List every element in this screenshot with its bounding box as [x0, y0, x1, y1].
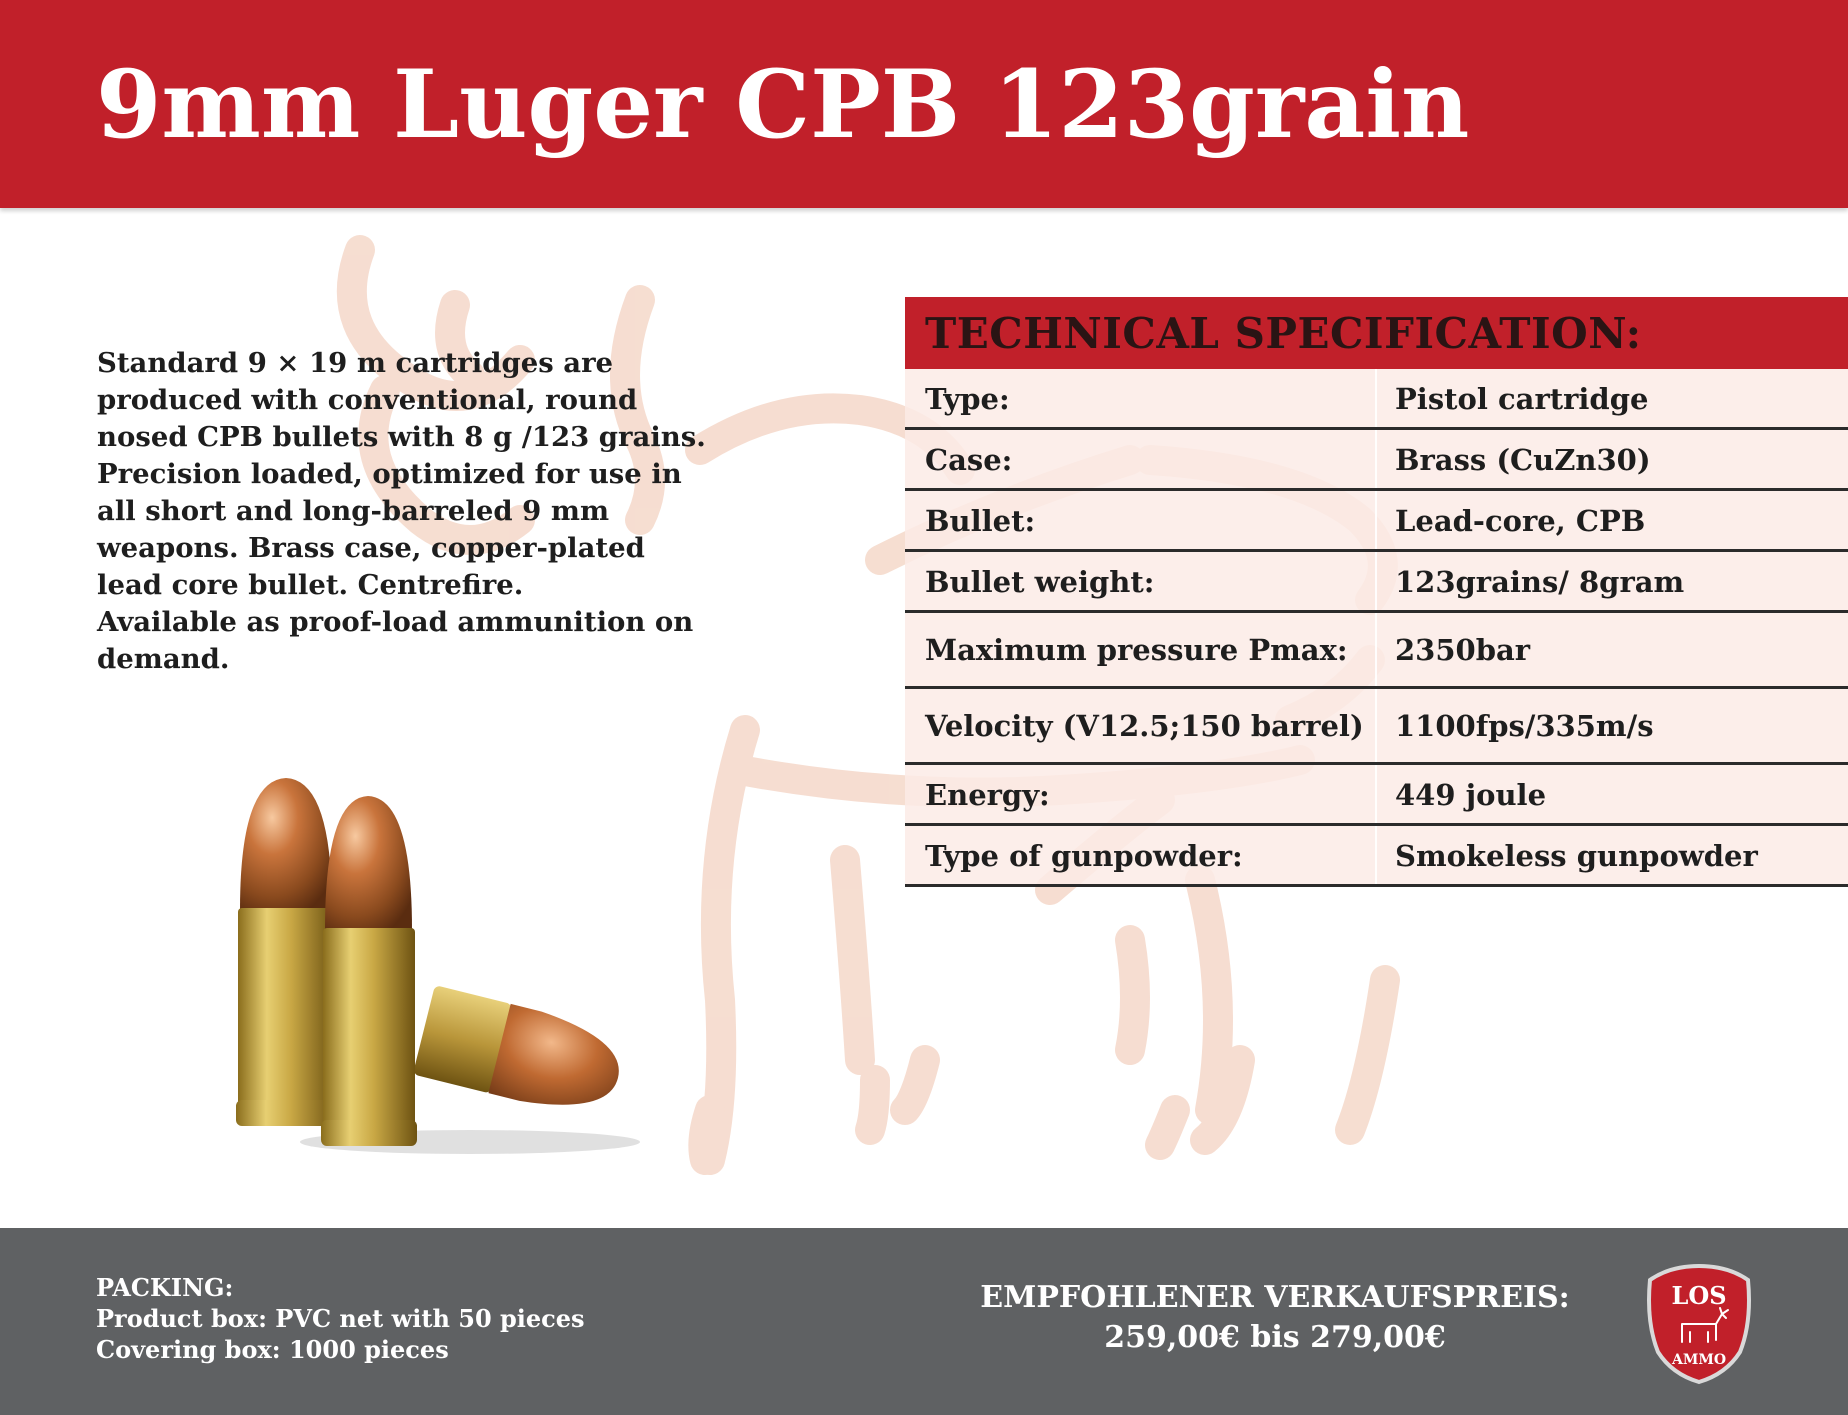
spec-value: Lead-core, CPB [1395, 504, 1646, 538]
price-value: 259,00€ bis 279,00€ [1104, 1320, 1446, 1355]
spec-value: 449 joule [1395, 778, 1547, 812]
spec-row-max-pressure [905, 613, 1848, 689]
cartridge-image [220, 760, 640, 1160]
spec-row-case [905, 430, 1848, 491]
price-info [930, 1278, 1620, 1358]
description-paragraph: Standard 9 × 19 m cartridges are produced with conventional, round nosed CPB bullets with 8 g /123 grains. [97, 347, 706, 453]
spec-row-energy [905, 765, 1848, 826]
packing-line: Product box: PVC net with 50 pieces [96, 1304, 585, 1333]
spec-value: Brass (CuZn30) [1395, 443, 1651, 477]
packing-heading: PACKING: [96, 1273, 234, 1302]
price-label: EMPFOHLENER VERKAUFSPREIS: [980, 1280, 1570, 1315]
logo-top-text: LOS [1671, 1281, 1727, 1310]
spec-value: 1100fps/335m/s [1395, 709, 1654, 743]
spec-value: Pistol cartridge [1395, 382, 1649, 416]
spec-row-bullet [905, 491, 1848, 552]
spec-value: Smokeless gunpowder [1395, 839, 1758, 873]
spec-row-type [905, 369, 1848, 430]
spec-label: Maximum pressure Pmax: [925, 633, 1348, 667]
logo-bottom-text: AMMO [1671, 1352, 1727, 1368]
spec-row-gunpowder [905, 826, 1848, 887]
spec-heading-bar [905, 297, 1848, 369]
los-ammo-logo-icon [1640, 1262, 1758, 1386]
spec-heading: TECHNICAL SPECIFICATION: [925, 309, 1642, 358]
page-title: 9mm Luger CPB 123grain [96, 50, 1470, 160]
packing-line: Covering box: 1000 pieces [96, 1335, 449, 1364]
spec-label: Type of gunpowder: [925, 839, 1243, 873]
packing-info [96, 1272, 585, 1365]
spec-value: 2350bar [1395, 633, 1531, 667]
footer-divider [155, 1226, 629, 1228]
spec-label: Case: [925, 443, 1013, 477]
spec-label: Velocity (V12.5;150 barrel) [925, 709, 1364, 743]
description-paragraph: Precision loaded, optimized for use in all short and long-barreled 9 mm weapons. Brass case, copper-plated lead core bullet. Centrefire. [97, 458, 682, 601]
description-paragraph: Available as proof-load ammunition on demand. [97, 606, 694, 675]
spec-row-bullet-weight [905, 552, 1848, 613]
spec-row-velocity [905, 689, 1848, 765]
spec-label: Energy: [925, 778, 1050, 812]
product-description [97, 345, 717, 678]
spec-label: Bullet: [925, 504, 1036, 538]
spec-label: Type: [925, 382, 1010, 416]
spec-value: 123grains/ 8gram [1395, 565, 1685, 599]
spec-label: Bullet weight: [925, 565, 1155, 599]
spec-table [905, 297, 1848, 887]
